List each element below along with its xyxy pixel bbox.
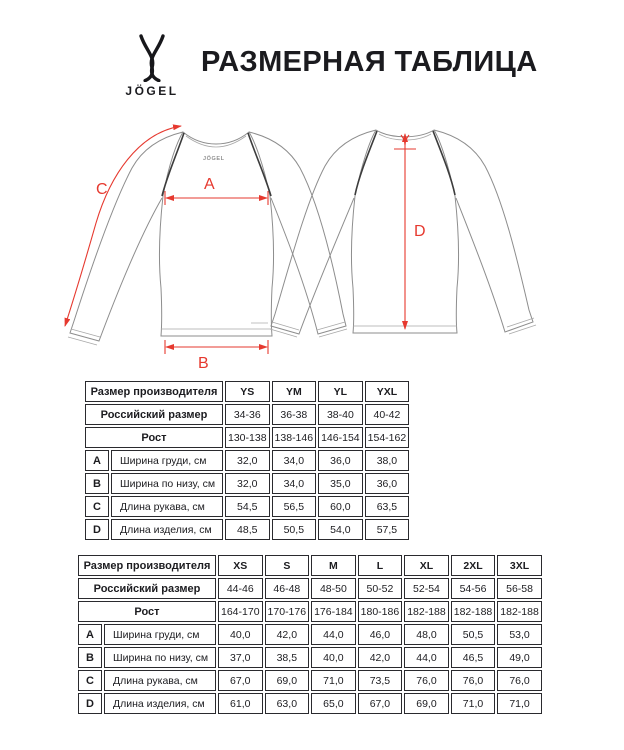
- range-value-cell: 56-58: [497, 578, 542, 599]
- measurement-value-cell: 42,0: [265, 624, 310, 645]
- measurement-value-cell: 56,5: [272, 496, 317, 517]
- dimension-arrow-d: [405, 134, 426, 329]
- header-row: [78, 555, 542, 576]
- measurement-value-cell: 63,5: [365, 496, 410, 517]
- measurement-value-cell: 57,5: [365, 519, 410, 540]
- range-value-cell: 170-176: [265, 601, 310, 622]
- size-table-youth-body: [85, 381, 409, 540]
- size-code-cell: YS: [225, 381, 270, 402]
- range-value-cell: 154-162: [365, 427, 410, 448]
- size-code-cell: YL: [318, 381, 363, 402]
- measurement-value-cell: 76,0: [497, 670, 542, 691]
- range-value-cell: 180-186: [358, 601, 403, 622]
- size-code-cell: 2XL: [451, 555, 496, 576]
- measurement-value-cell: 50,5: [272, 519, 317, 540]
- size-code-cell: YXL: [365, 381, 410, 402]
- header-label-cell: Размер производителя: [85, 381, 223, 402]
- range-value-cell: 182-188: [497, 601, 542, 622]
- range-value-cell: 40-42: [365, 404, 410, 425]
- size-code-cell: S: [265, 555, 310, 576]
- measurement-value-cell: 38,0: [365, 450, 410, 471]
- size-code-cell: XL: [404, 555, 449, 576]
- measurement-value-cell: 67,0: [358, 693, 403, 714]
- measurement-value-cell: 65,0: [311, 693, 356, 714]
- measurement-value-cell: 69,0: [265, 670, 310, 691]
- brand-logo: [112, 34, 192, 98]
- shirt-back-diagram: [266, 118, 558, 376]
- brand-logo-text: JÖGEL: [125, 84, 179, 98]
- measurement-value-cell: 49,0: [497, 647, 542, 668]
- measurement-value-cell: 40,0: [218, 624, 263, 645]
- dimension-letter-cell: B: [78, 647, 102, 668]
- range-value-cell: 176-184: [311, 601, 356, 622]
- measurement-label-cell: Ширина по низу, см: [111, 473, 223, 494]
- measurement-row: [78, 693, 542, 714]
- dimension-arrow-a: [165, 176, 268, 205]
- header-label-cell: Рост: [78, 601, 216, 622]
- measurement-label-cell: Длина рукава, см: [111, 496, 223, 517]
- measurement-label-cell: Длина изделия, см: [104, 693, 216, 714]
- measurement-value-cell: 46,0: [358, 624, 403, 645]
- garment-diagrams: [0, 112, 624, 378]
- range-value-cell: 182-188: [404, 601, 449, 622]
- range-value-cell: 52-54: [404, 578, 449, 599]
- measurement-label-cell: Длина изделия, см: [111, 519, 223, 540]
- measurement-value-cell: 53,0: [497, 624, 542, 645]
- dimension-letter-cell: B: [85, 473, 109, 494]
- measurement-value-cell: 50,5: [451, 624, 496, 645]
- dimension-letter-cell: D: [85, 519, 109, 540]
- measurement-value-cell: 63,0: [265, 693, 310, 714]
- measurement-label-cell: Длина рукава, см: [104, 670, 216, 691]
- size-code-cell: XS: [218, 555, 263, 576]
- measurement-value-cell: 71,0: [497, 693, 542, 714]
- header-row: [85, 427, 409, 448]
- dimension-letter-cell: D: [78, 693, 102, 714]
- header-row: [78, 601, 542, 622]
- jogel-logo-icon: [127, 34, 177, 82]
- measurement-value-cell: 48,5: [225, 519, 270, 540]
- svg-text:A: A: [204, 176, 215, 193]
- range-value-cell: 138-146: [272, 427, 317, 448]
- size-table-adult-body: [78, 555, 542, 714]
- header-row: [78, 578, 542, 599]
- measurement-value-cell: 60,0: [318, 496, 363, 517]
- measurement-value-cell: 54,0: [318, 519, 363, 540]
- range-value-cell: 48-50: [311, 578, 356, 599]
- dimension-letter-cell: A: [85, 450, 109, 471]
- measurement-value-cell: 40,0: [311, 647, 356, 668]
- measurement-value-cell: 38,5: [265, 647, 310, 668]
- size-code-cell: L: [358, 555, 403, 576]
- measurement-row: [85, 519, 409, 540]
- measurement-value-cell: 44,0: [311, 624, 356, 645]
- size-code-cell: YM: [272, 381, 317, 402]
- measurement-value-cell: 61,0: [218, 693, 263, 714]
- dimension-letter-cell: C: [85, 496, 109, 517]
- measurement-value-cell: 48,0: [404, 624, 449, 645]
- range-value-cell: 146-154: [318, 427, 363, 448]
- measurement-value-cell: 35,0: [318, 473, 363, 494]
- measurement-value-cell: 36,0: [365, 473, 410, 494]
- measurement-value-cell: 54,5: [225, 496, 270, 517]
- range-value-cell: 34-36: [225, 404, 270, 425]
- measurement-value-cell: 71,0: [311, 670, 356, 691]
- measurement-value-cell: 34,0: [272, 473, 317, 494]
- header-row: [85, 404, 409, 425]
- measurement-row: [85, 450, 409, 471]
- measurement-row: [78, 624, 542, 645]
- size-code-cell: M: [311, 555, 356, 576]
- header-label-cell: Российский размер: [85, 404, 223, 425]
- header-row: [85, 381, 409, 402]
- measurement-row: [85, 496, 409, 517]
- measurement-label-cell: Ширина по низу, см: [104, 647, 216, 668]
- measurement-value-cell: 36,0: [318, 450, 363, 471]
- range-value-cell: 38-40: [318, 404, 363, 425]
- range-value-cell: 182-188: [451, 601, 496, 622]
- measurement-row: [85, 473, 409, 494]
- measurement-value-cell: 44,0: [404, 647, 449, 668]
- range-value-cell: 36-38: [272, 404, 317, 425]
- chest-logo-text: JÖGEL: [203, 156, 225, 162]
- svg-text:D: D: [414, 223, 426, 240]
- dimension-arrow-b: [165, 340, 268, 372]
- measurement-label-cell: Ширина груди, см: [104, 624, 216, 645]
- header-label-cell: Российский размер: [78, 578, 216, 599]
- measurement-value-cell: 71,0: [451, 693, 496, 714]
- header-label-cell: Размер производителя: [78, 555, 216, 576]
- measurement-value-cell: 46,5: [451, 647, 496, 668]
- measurement-value-cell: 73,5: [358, 670, 403, 691]
- measurement-row: [78, 670, 542, 691]
- size-table-adult: [76, 553, 544, 716]
- header-label-cell: Рост: [85, 427, 223, 448]
- page-title: РАЗМЕРНАЯ ТАБЛИЦА: [201, 46, 538, 78]
- measurement-value-cell: 76,0: [404, 670, 449, 691]
- measurement-value-cell: 32,0: [225, 473, 270, 494]
- size-code-cell: 3XL: [497, 555, 542, 576]
- measurement-value-cell: 76,0: [451, 670, 496, 691]
- measurement-value-cell: 34,0: [272, 450, 317, 471]
- svg-text:C: C: [96, 181, 108, 198]
- range-value-cell: 164-170: [218, 601, 263, 622]
- measurement-value-cell: 37,0: [218, 647, 263, 668]
- measurement-row: [78, 647, 542, 668]
- range-value-cell: 44-46: [218, 578, 263, 599]
- dimension-letter-cell: C: [78, 670, 102, 691]
- measurement-value-cell: 42,0: [358, 647, 403, 668]
- svg-text:B: B: [198, 355, 209, 372]
- range-value-cell: 50-52: [358, 578, 403, 599]
- measurement-label-cell: Ширина груди, см: [111, 450, 223, 471]
- dimension-letter-cell: A: [78, 624, 102, 645]
- range-value-cell: 130-138: [225, 427, 270, 448]
- size-table-youth: [83, 379, 411, 542]
- measurement-value-cell: 67,0: [218, 670, 263, 691]
- range-value-cell: 46-48: [265, 578, 310, 599]
- measurement-value-cell: 32,0: [225, 450, 270, 471]
- measurement-value-cell: 69,0: [404, 693, 449, 714]
- range-value-cell: 54-56: [451, 578, 496, 599]
